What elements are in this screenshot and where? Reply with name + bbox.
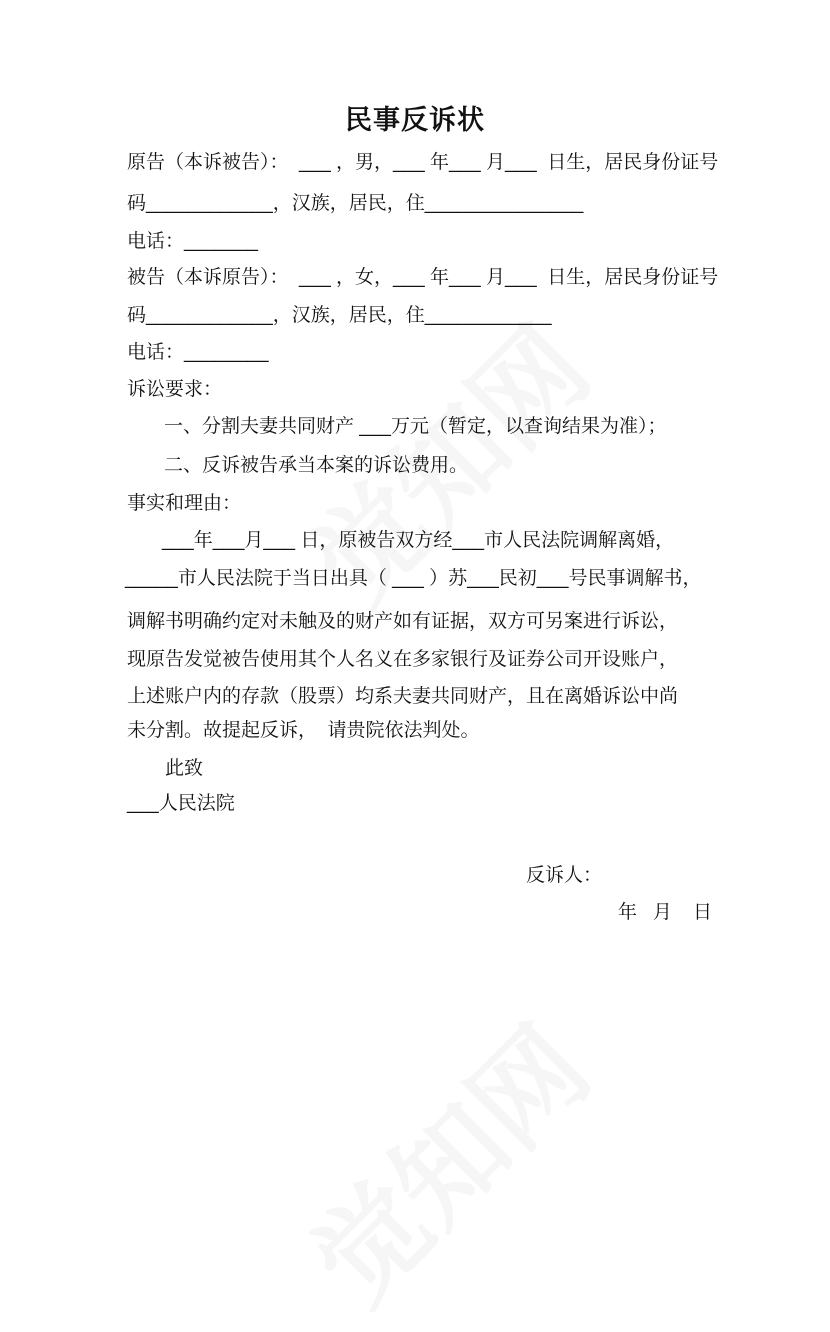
document-title: 民事反诉状: [345, 105, 485, 135]
defendant-line-1: 被告（本诉原告）： ___ ，女，___ 年___ 月___ 日生，居民身份证号: [127, 267, 719, 288]
claim-item: 二、反诉被告承当本案的诉讼费用。: [164, 455, 469, 476]
claims-heading: 诉讼要求：: [127, 379, 223, 400]
facts-line: _____市人民法院于当日出具（ ___ ）苏___民初___号民事调解书，: [125, 568, 702, 589]
facts-heading: 事实和理由：: [127, 493, 242, 514]
defendant-phone: 电话：________: [127, 342, 269, 363]
facts-line: 调解书明确约定对未触及的财产如有证据，双方可另案进行诉讼，: [127, 611, 679, 632]
facts-line: 现原告发觉被告使用其个人名义在多家银行及证券公司开设账户，: [127, 649, 679, 670]
claim-item: 一、分割夫妻共同财产 ___万元（暂定，以查询结果为准）；: [164, 416, 667, 437]
plaintiff-line-1: 原告（本诉被告）： ___ ，男，___ 年___ 月___ 日生，居民身份证号: [127, 152, 719, 173]
watermark-bottom: [272, 986, 617, 1331]
court-name: ___人民法院: [127, 793, 235, 814]
plaintiff-line-2: 码____________，汉族，居民，住_______________: [127, 193, 584, 214]
facts-line: 上述账户内的存款（股票）均系夫妻共同财产，且在离婚诉讼中尚: [127, 686, 679, 707]
facts-line: ___年___月___ 日，原被告双方经___市人民法院调解离婚，: [162, 530, 675, 551]
defendant-line-2: 码____________，汉族，居民，住____________: [127, 305, 552, 326]
salutation: 此致: [165, 758, 204, 779]
date-line: 年 月 日: [618, 902, 712, 923]
facts-line: 未分割。故提起反诉， 请贵院依法判处。: [127, 720, 480, 741]
signature-label: 反诉人：: [526, 865, 603, 886]
plaintiff-phone: 电话：_______: [127, 231, 258, 252]
